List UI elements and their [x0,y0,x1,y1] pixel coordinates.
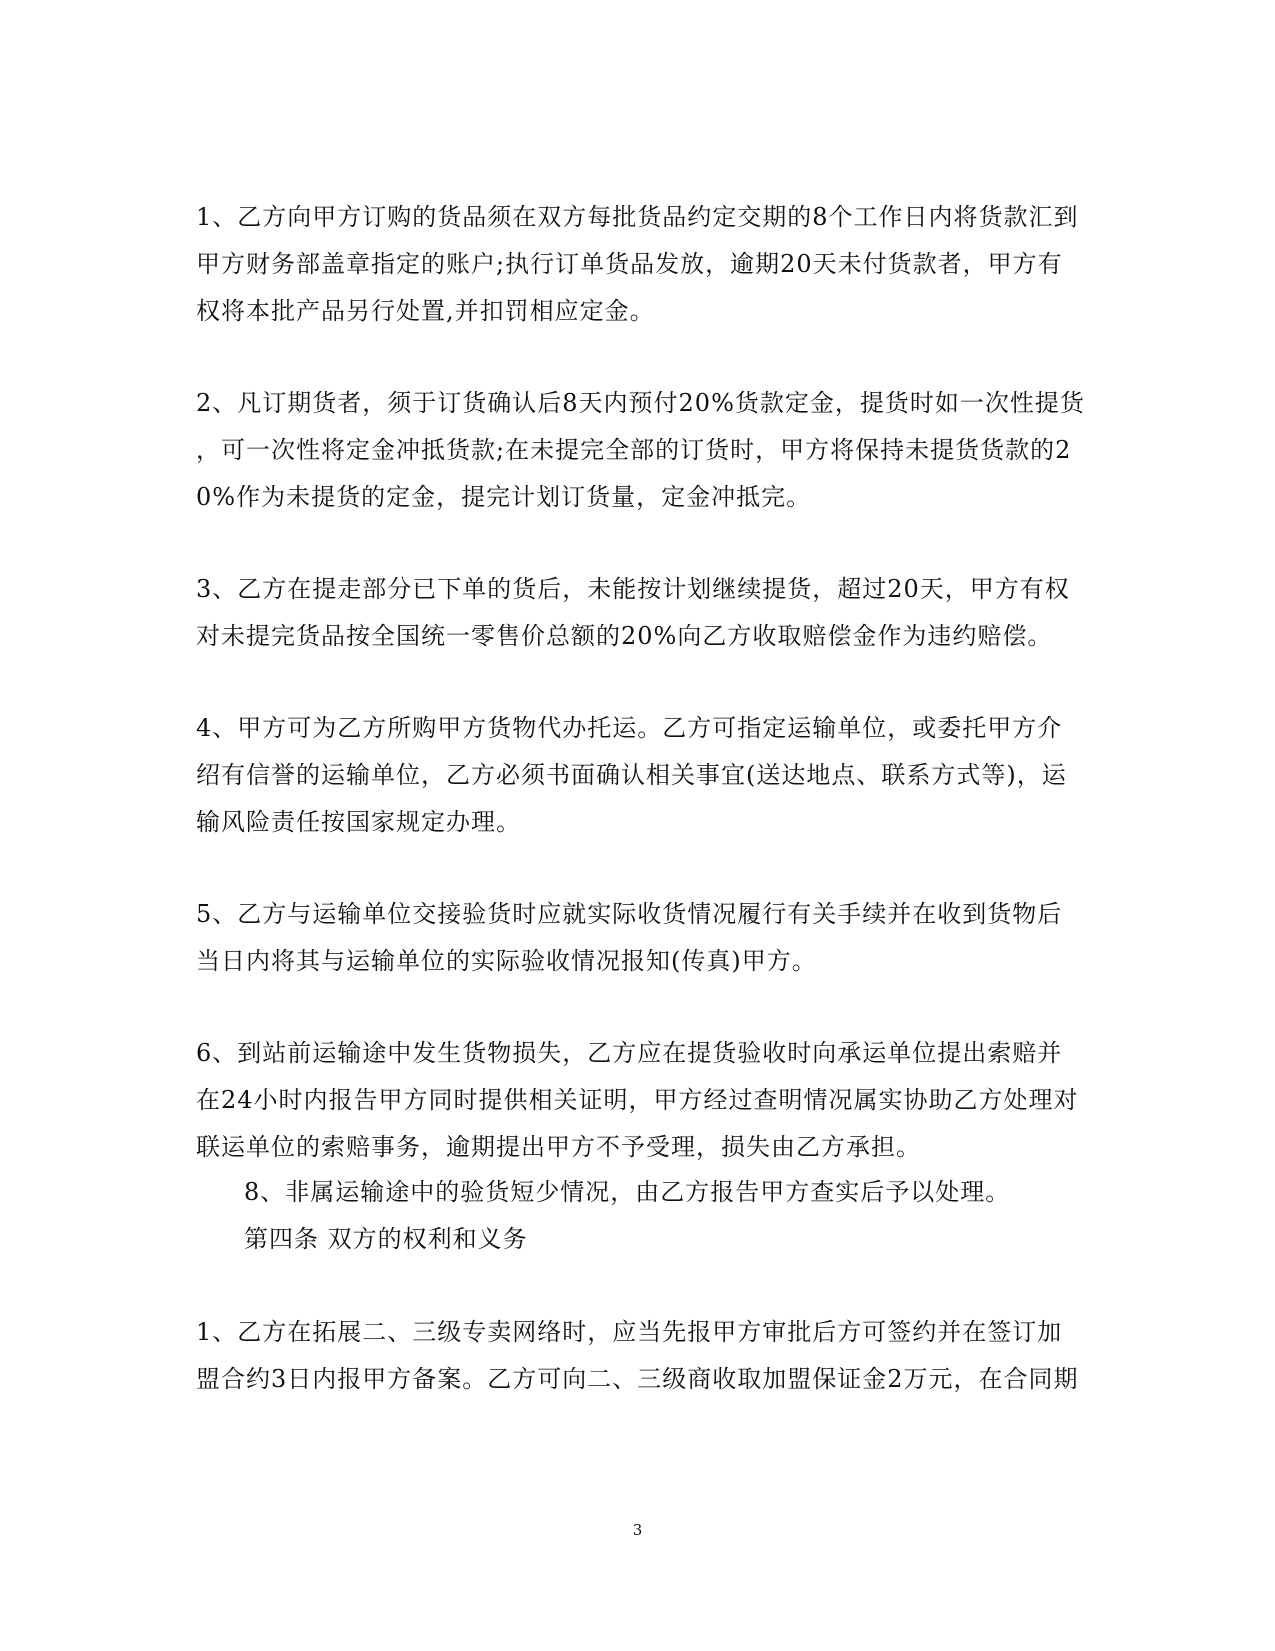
text-line: 盟合约3日内报甲方备案。乙方可向二、三级商收取加盟保证金2万元，在合同期 [196,1365,1079,1393]
section-heading: 第四条 双方的权利和义务 [244,1225,528,1253]
text-line: 8、非属运输途中的验货短少情况，由乙方报告甲方查实后予以处理。 [244,1178,1011,1206]
text-line: ，可一次性将定金冲抵货款;在未提完全部的订货时，甲方将保持未提货货款的2 [196,436,1072,464]
text-line: 当日内将其与运输单位的实际验收情况报知(传真)甲方。 [196,947,817,975]
text-line: 4、甲方可为乙方所购甲方货物代办托运。乙方可指定运输单位，或委托甲方介 [196,714,1063,742]
text-line: 权将本批产品另行处置,并扣罚相应定金。 [196,297,655,325]
text-line: 对未提完货品按全国统一零售价总额的20%向乙方收取赔偿金作为违约赔偿。 [196,622,1053,650]
text-line: 2、凡订期货者，须于订货确认后8天内预付20%货款定金，提货时如一次性提货 [196,389,1085,417]
page-number: 3 [632,1521,643,1539]
text-line: 绍有信誉的运输单位，乙方必须书面确认相关事宜(送达地点、联系方式等)，运 [196,761,1067,789]
text-line: 1、乙方向甲方订购的货品须在双方每批货品约定交期的8个工作日内将货款汇到 [196,203,1079,231]
text-line: 3、乙方在提走部分已下单的货后，未能按计划继续提货，超过20天，甲方有权 [196,575,1070,603]
text-line: 在24小时内报告甲方同时提供相关证明，甲方经过查明情况属实协助乙方处理对 [196,1086,1079,1114]
text-line: 1、乙方在拓展二、三级专卖网络时，应当先报甲方审批后方可签约并在签订加 [196,1318,1063,1346]
text-line: 5、乙方与运输单位交接验货时应就实际收货情况履行有关手续并在收到货物后 [196,900,1063,928]
text-line: 输风险责任按国家规定办理。 [196,808,521,836]
text-line: 甲方财务部盖章指定的账户;执行订单货品发放，逾期20天未付货款者，甲方有 [196,250,1063,278]
text-line: 0%作为未提货的定金，提完计划订货量，定金冲抵完。 [196,483,812,511]
text-line: 6、到站前运输途中发生货物损失，乙方应在提货验收时向承运单位提出索赔并 [196,1039,1063,1067]
text-line: 联运单位的索赔事务，逾期提出甲方不予受理，损失由乙方承担。 [196,1133,921,1161]
